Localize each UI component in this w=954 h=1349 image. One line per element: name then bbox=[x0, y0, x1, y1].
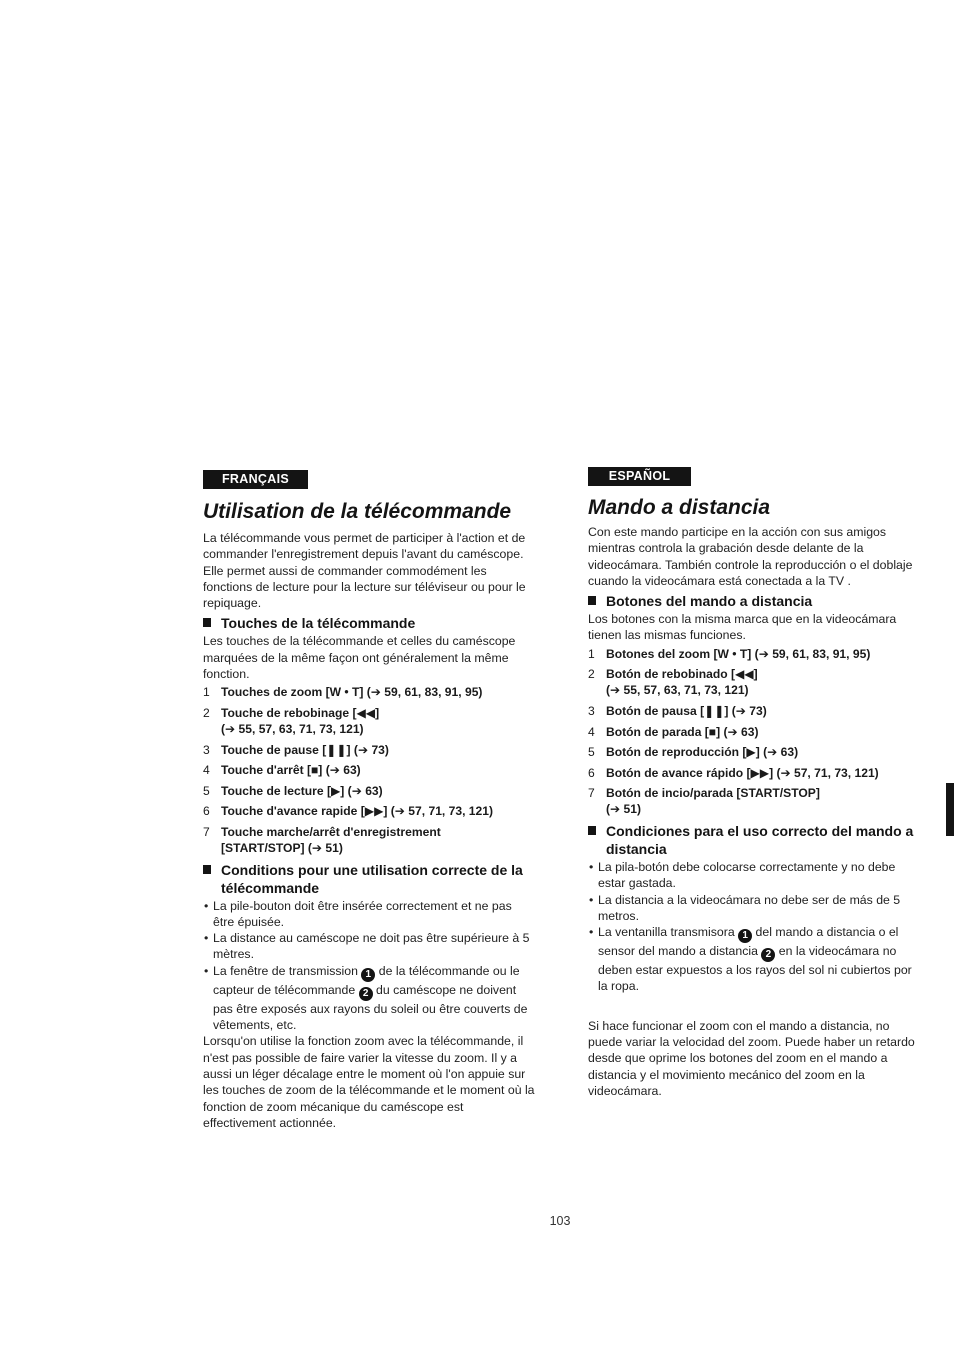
language-tab-french: FRANÇAIS bbox=[203, 470, 308, 489]
button-list-spanish bbox=[588, 646, 918, 818]
section-title-french: Utilisation de la télécommande bbox=[203, 500, 512, 523]
number-1-circle-icon: 1 bbox=[738, 929, 752, 943]
buttons-heading-text: Touches de la télécommande bbox=[221, 615, 416, 632]
list-item bbox=[203, 783, 535, 799]
note-paragraph-spanish: Si hace funcionar el zoom con el mando a distancia, no puede variar la velocidad del zoom. Puede haber un retardo desde que oprime los botones del zoom en el mando a distancia y el movimiento mecánico del zoom en la videocámara. bbox=[588, 1018, 915, 1098]
buttons-heading-text: Botones del mando a distancia bbox=[606, 593, 813, 610]
item-label: Touche d'avance rapide [▶▶] (➔ 57, 71, 73, 121) bbox=[221, 804, 494, 819]
dot-bullet-icon: • bbox=[204, 931, 209, 946]
number-1-circle-icon: 1 bbox=[361, 968, 375, 982]
item-label: Botón de incio/parada [START/STOP] bbox=[606, 786, 820, 801]
item-number: 7 bbox=[588, 786, 595, 801]
conditions-list-spanish bbox=[588, 859, 918, 995]
dot-bullet-icon: • bbox=[589, 892, 594, 907]
item-ref: (➔ 55, 57, 63, 71, 73, 121) bbox=[221, 721, 364, 736]
conditions-heading-text: Conditions pour une utilisation correcte de la télécommande bbox=[221, 861, 523, 896]
list-item bbox=[203, 963, 535, 1034]
item-ref: (➔ 55, 57, 63, 71, 73, 121) bbox=[606, 683, 749, 698]
square-bullet-icon bbox=[588, 826, 596, 835]
item-label: Botón de rebobinado [◀◀] bbox=[606, 667, 758, 682]
square-bullet-icon bbox=[203, 865, 211, 874]
item-ref: [START/STOP] (➔ 51) bbox=[221, 840, 343, 855]
square-bullet-icon bbox=[588, 596, 596, 605]
language-tab-spanish: ESPAÑOL bbox=[588, 467, 691, 486]
list-item bbox=[588, 666, 918, 698]
list-item bbox=[588, 859, 918, 892]
item-label: Botón de pausa [❚❚] (➔ 73) bbox=[606, 703, 767, 718]
list-item bbox=[588, 646, 918, 662]
list-item bbox=[588, 703, 918, 719]
cond-text: La pila-botón debe colocarse correctamente y no debe estar gastada. bbox=[598, 859, 896, 891]
item-label: Botón de avance rápido [▶▶] (➔ 57, 71, 73, 121) bbox=[606, 765, 879, 780]
item-label: Touche de rebobinage [◀◀] bbox=[221, 705, 380, 720]
item-label: Touche de lecture [▶] (➔ 63) bbox=[221, 783, 383, 798]
item-label: Botón de reproducción [▶] (➔ 63) bbox=[606, 745, 799, 760]
item-ref: (➔ 51) bbox=[606, 802, 641, 817]
dot-bullet-icon: • bbox=[589, 859, 594, 874]
list-item bbox=[203, 898, 535, 931]
intro-paragraph-french: La télécommande vous permet de participer à l'action et de commander l'enregistrement depuis l'avant du caméscope. Elle permet aussi de commander commodément les fonctions de lecture pour la lecture sur téléviseur ou pour le repiquage. bbox=[203, 531, 526, 611]
cond-text: La distance au caméscope ne doit pas être supérieure à 5 mètres. bbox=[213, 931, 530, 962]
list-item bbox=[203, 742, 535, 758]
item-number: 6 bbox=[588, 765, 595, 780]
number-2-circle-icon: 2 bbox=[761, 948, 775, 962]
french-column bbox=[203, 470, 535, 1131]
number-2-circle-icon: 2 bbox=[359, 987, 373, 1001]
button-list-french bbox=[203, 684, 535, 856]
item-number: 4 bbox=[203, 763, 210, 778]
conditions-heading-text: Condiciones para el uso correcto del mando a distancia bbox=[606, 822, 914, 857]
cond-text: du caméscope ne doivent pas être exposés aux rayons du soleil ou être couverts de vêtements, etc. bbox=[213, 982, 528, 1033]
list-item bbox=[588, 744, 918, 760]
item-label: Touche marche/arrêt d'enregistrement bbox=[221, 824, 441, 839]
conditions-list-french bbox=[203, 898, 535, 1034]
buttons-heading-french bbox=[203, 614, 535, 632]
list-item bbox=[203, 930, 535, 963]
cond-text: en la videocámara no deben estar expuestos a los rayos del sol ni cubiertos por la ropa. bbox=[598, 944, 912, 994]
item-label: Touche de pause [❚❚] (➔ 73) bbox=[221, 742, 389, 757]
list-item bbox=[588, 924, 918, 995]
item-label: Botones del zoom [W • T] (➔ 59, 61, 83, 91, 95) bbox=[606, 646, 871, 661]
list-item bbox=[588, 765, 918, 781]
conditions-heading-french bbox=[203, 861, 535, 897]
item-number: 4 bbox=[588, 724, 595, 739]
list-item bbox=[203, 684, 535, 700]
dot-bullet-icon: • bbox=[204, 898, 209, 913]
item-number: 2 bbox=[203, 705, 210, 720]
intro-paragraph-spanish: Con este mando participe en la acción con sus amigos mientras controla la grabación desde delante de la videocámara. También controle la reproducción o el doblaje cuando la videocámara está conectada a la TV . bbox=[588, 525, 913, 588]
cond-text: de la télécommande ou le capteur de télécommande bbox=[213, 963, 520, 997]
item-label: Botón de parada [■] (➔ 63) bbox=[606, 724, 759, 739]
item-label: Touche d'arrêt [■] (➔ 63) bbox=[221, 763, 361, 778]
dot-bullet-icon: • bbox=[204, 963, 209, 978]
list-item bbox=[203, 803, 535, 819]
buttons-intro-spanish: Los botones con la misma marca que en la videocámara tienen las mismas funciones. bbox=[588, 612, 897, 643]
page-number: 103 bbox=[549, 1214, 571, 1228]
item-number: 2 bbox=[588, 667, 595, 682]
cond-text: La ventanilla transmisora bbox=[598, 925, 739, 940]
item-number: 3 bbox=[588, 703, 595, 718]
list-item bbox=[588, 892, 918, 925]
item-number: 1 bbox=[588, 646, 595, 661]
item-number: 5 bbox=[588, 745, 595, 760]
list-item bbox=[588, 724, 918, 740]
cond-text: del mando a distancia o el sensor del mando a distancia bbox=[598, 925, 899, 959]
note-paragraph-french: Lorsqu'on utilise la fonction zoom avec la télécommande, il n'est pas possible de faire varier la vitesse du zoom. Il y a aussi un léger décalage entre le moment où l'on appuie sur les touches de zoom de la télécommande et le moment où la fonction de zoom mécanique du caméscope est effectivement actionnée. bbox=[203, 1034, 535, 1130]
spanish-column bbox=[588, 467, 918, 1099]
item-number: 6 bbox=[203, 804, 210, 819]
item-number: 3 bbox=[203, 742, 210, 757]
item-number: 5 bbox=[203, 783, 210, 798]
conditions-heading-spanish bbox=[588, 822, 918, 858]
section-title-spanish: Mando a distancia bbox=[588, 496, 771, 519]
item-number: 7 bbox=[203, 824, 210, 839]
cond-text: La pile-bouton doit être insérée correctement et ne pas être épuisée. bbox=[213, 898, 512, 929]
cond-text: La fenêtre de transmission bbox=[213, 963, 362, 978]
item-label: Touches de zoom [W • T] (➔ 59, 61, 83, 91, 95) bbox=[221, 685, 483, 700]
buttons-intro-french: Les touches de la télécommande et celles du caméscope marquées de la même façon ont généralement la même fonction. bbox=[203, 634, 516, 682]
cond-text: La distancia a la videocámara no debe ser de más de 5 metros. bbox=[598, 892, 901, 923]
list-item bbox=[203, 762, 535, 778]
list-item bbox=[203, 705, 535, 737]
list-item bbox=[588, 785, 918, 817]
dot-bullet-icon: • bbox=[589, 925, 594, 940]
list-item bbox=[203, 824, 535, 856]
section-tab-marker bbox=[946, 783, 954, 836]
square-bullet-icon bbox=[203, 618, 211, 627]
buttons-heading-spanish bbox=[588, 592, 918, 610]
item-number: 1 bbox=[203, 685, 210, 700]
